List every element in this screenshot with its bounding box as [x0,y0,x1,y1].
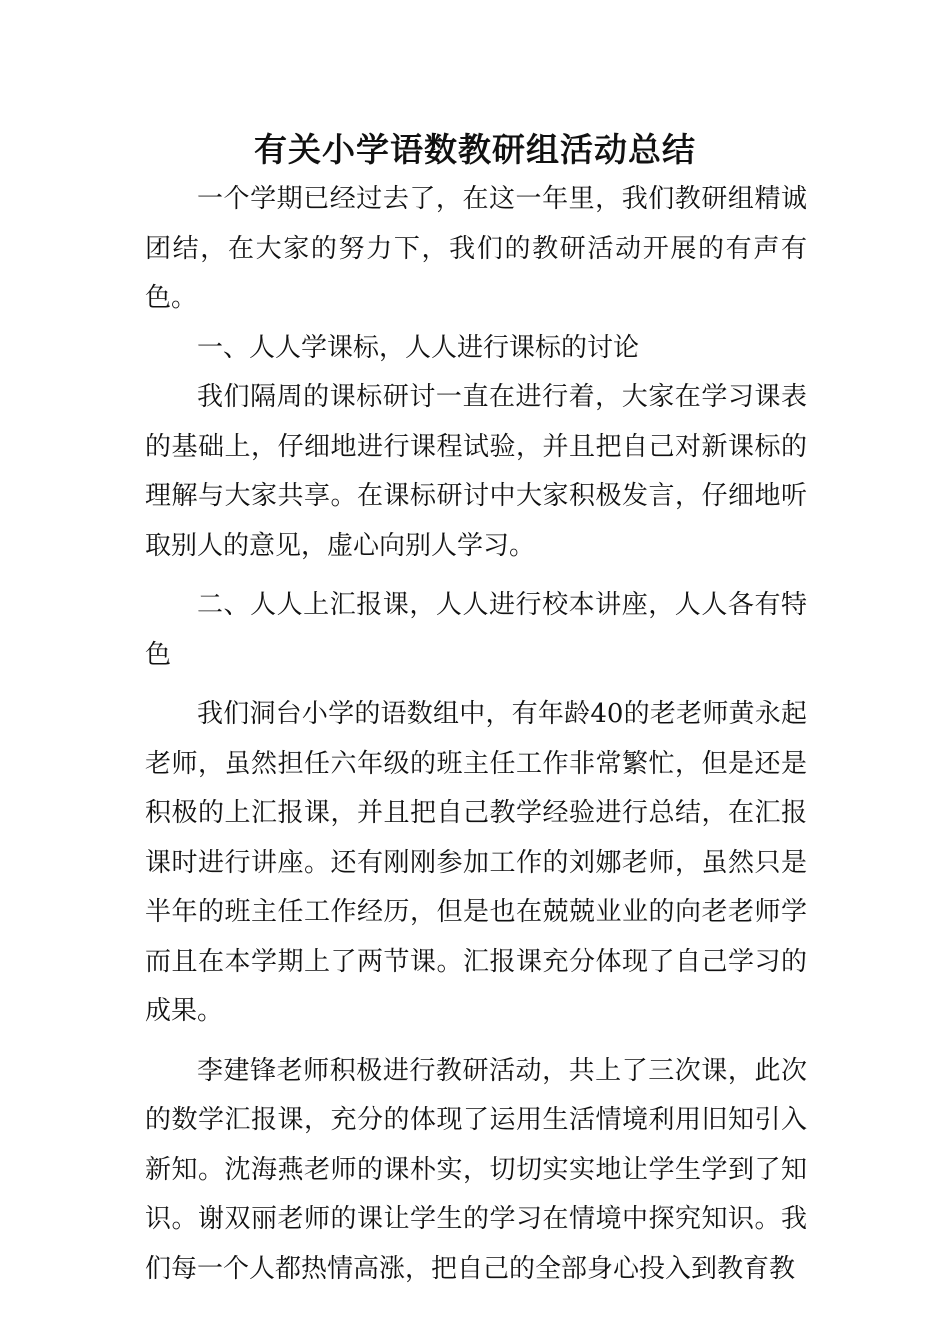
section-2-paragraph-2: 李建锋老师积极进行教研活动，共上了三次课，此次的数学汇报课，充分的体现了运用生活情境利用旧知引入新知。沈海燕老师的课朴实，切切实实地让学生学到了知识。谢双丽老师的课让学生的学习在情境中探究知识。我们每一个人都热情高涨，把自己的全部身心投入到教育教 [145,1055,807,1284]
section-heading-1: 一、人人学课标，人人进行课标的讨论 [197,332,640,363]
intro-paragraph: 一个学期已经过去了，在这一年里，我们教研组精诚团结，在大家的努力下，我们的教研活动开展的有声有色。 [145,184,807,313]
section-heading-2: 二、人人上汇报课，人人进行校本讲座，人人各有特色 [145,590,807,670]
section-1-paragraph: 我们隔周的课标研讨一直在进行着，大家在学习课表的基础上，仔细地进行课程试验，并且把自己对新课标的理解与大家共享。在课标研讨中大家积极发言，仔细地听取别人的意见，虚心向别人学习。 [145,382,807,561]
document-title: 有关小学语数教研组活动总结 [254,130,696,169]
section-2-paragraph-1: 我们洞台小学的语数组中，有年龄40的老老师黄永起老师，虽然担任六年级的班主任工作非常繁忙，但是还是积极的上汇报课，并且把自己教学经验进行总结，在汇报课时进行讲座。还有刚刚参加工作的刘娜老师，虽然只是半年的班主任工作经历，但是也在兢兢业业的向老老师学而且在本学期上了两节课。汇报课充分体现了自己学习的成果。 [145,699,807,1026]
document-body [145,175,807,1294]
